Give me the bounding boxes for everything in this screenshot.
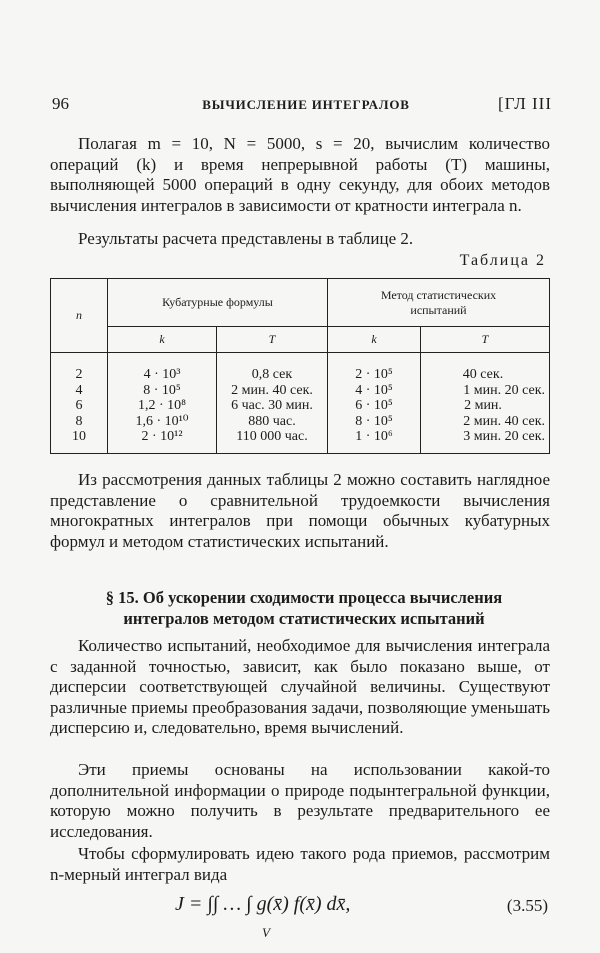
equation: J = ∫∫ … ∫ g(x̄) f(x̄) dx̄, [175,893,351,915]
paragraph-intro: Полагая m = 10, N = 5000, s = 20, вычислим количество операций (k) и время непрерывной работы (T) машины, выполняющей 5000 операций в одну секунду, для обоих методов вычисления интегралов в зависимости от кратности интеграла n. [50,134,550,215]
col-t1-values [217,353,328,454]
table-cell: 2 мин. 40 сек. [463,413,545,429]
table-cell: 4 [75,382,83,398]
col-t2-values [421,353,550,454]
col-header-t2: T [421,327,550,353]
table-cell: 2 · 10⁵ [355,367,393,382]
col-header-k2: k [328,327,421,353]
table-cell: 2 · 10¹² [141,429,183,445]
table-cell: 110 000 час. [236,429,308,445]
col-k2-values [328,353,421,454]
col-header-t1: T [217,327,328,353]
col-group-cubature: Кубатурные формулы [108,279,328,327]
paragraph-results: Результаты расчета представлены в таблице 2. [78,229,414,248]
table-cell: 6 час. 30 мин. [231,398,313,414]
col-k1-values [108,353,217,454]
table-cell: 4 · 10⁵ [355,382,393,398]
paragraph-section-3: Чтобы сформулировать идею такого рода приемов, рассмотрим n-мерный интеграл вида [50,844,550,884]
table-cell: 880 час. [248,413,296,429]
equation-domain: V [262,925,270,940]
table-cell: 6 [75,398,83,414]
table-cell: 1,6 · 10¹⁰ [135,413,189,429]
paragraph-after-table: Из рассмотрения данных таблицы 2 можно составить наглядное представление о сравнительной трудоемкости вычисления многократных интегралов при помощи обычных кубатурных формул и методом статистических испытаний. [50,470,550,551]
col-header-k1: k [108,327,217,353]
table-cell: 1,2 · 10⁸ [137,398,187,414]
page-number: 96 [52,94,69,113]
results-table [50,278,550,454]
running-title: ВЫЧИСЛЕНИЕ ИНТЕГРАЛОВ [202,97,410,112]
table-cell: 8 · 10⁵ [355,413,393,429]
paragraph-section-1: Количество испытаний, необходимое для вычисления интеграла с заданной точностью, зависит, как было показано выше, от дисперсии соответствующей случайной величины. Существуют различные приемы преобразования задачи, позволяющие уменьшать дисперсию и, следовательно, время вычислений. [50,636,550,738]
col-header-n: n [51,279,108,353]
table-cell: 2 [75,367,83,382]
table-cell: 40 сек. [462,367,504,382]
table-cell: 8 · 10⁵ [143,382,181,398]
running-header [52,94,560,116]
paragraph-section-2: Эти приемы основаны на использовании какой-то дополнительной информации о природе подынтегральной функции, которую можно получить в результате предварительного ее исследования. [50,760,550,841]
table-cell: 0,8 сек [251,367,293,382]
section-heading: § 15. Об ускорении сходимости процесса вычисления интегралов методом статистических испытаний [105,588,503,628]
col-n-values [51,353,108,454]
table-caption: Таблица 2 [459,252,546,269]
table-cell: 3 мин. 20 сек. [463,429,545,445]
table-cell: 2 мин. 40 сек. [231,382,313,398]
table-cell: 1 мин. 20 сек. [463,382,545,398]
chapter-marker: [ГЛ III [498,94,552,113]
table-body-row [51,353,550,454]
equation-number: (3.55) [506,896,548,915]
table-cell: 6 · 10⁵ [355,398,393,414]
table-cell: 2 мин. [464,398,502,414]
table-cell: 8 [75,413,83,429]
table-cell: 1 · 10⁶ [355,429,393,445]
table-cell: 10 [72,429,86,445]
col-group-statistical: Метод статистических испытаний [328,279,550,327]
table-cell: 4 · 10³ [143,367,181,382]
